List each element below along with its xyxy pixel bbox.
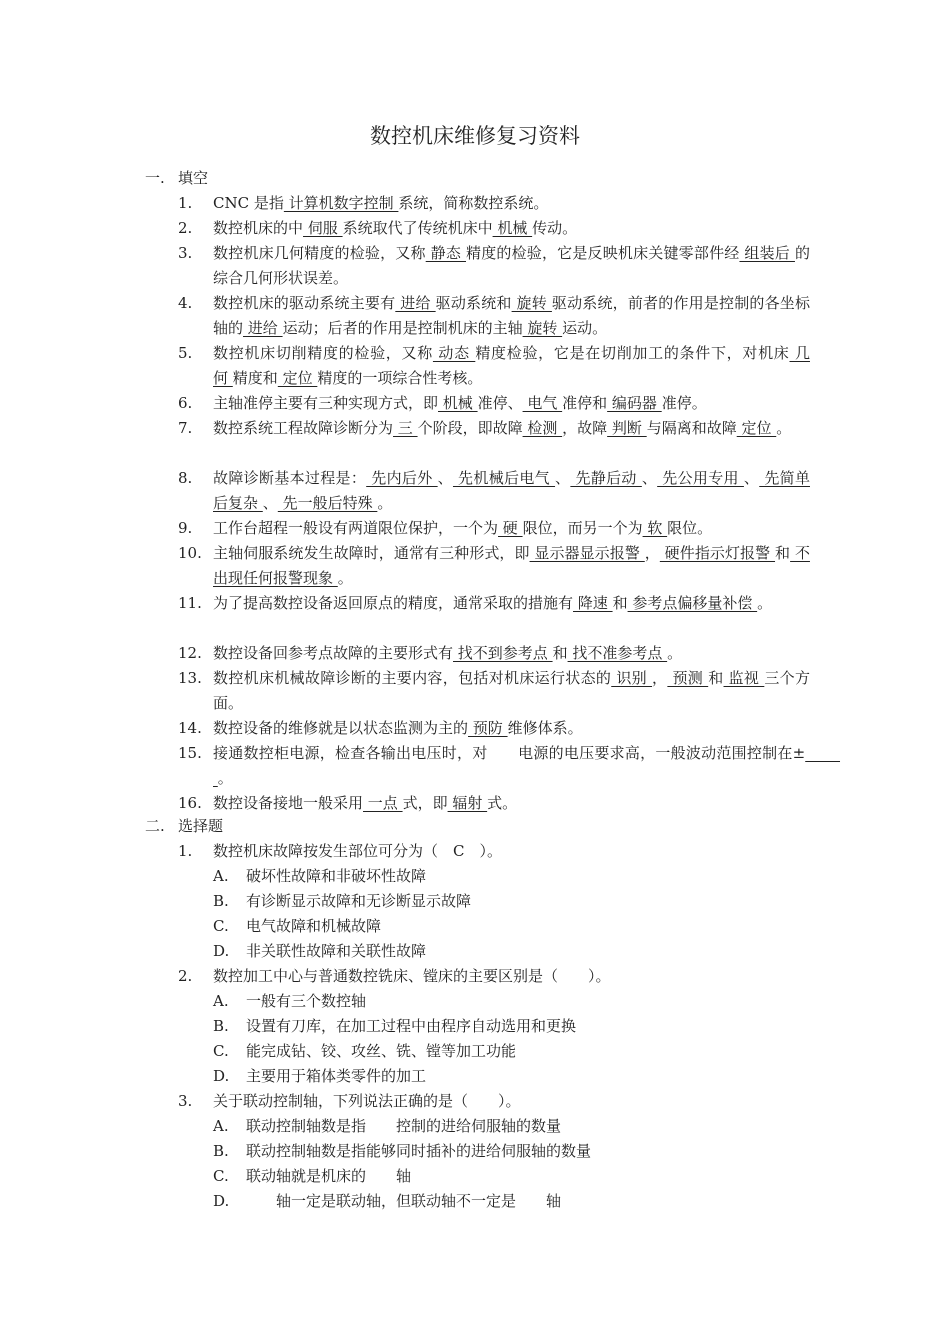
item-number: 6. <box>178 394 193 412</box>
option-text: 联动轴就是机床的 轴 <box>246 1167 412 1185</box>
item-text: 故障诊断基本过程是： 先内后外 、 先机械后电气 、 先静后动 、 先公用专用 、 先简单后复杂 、 先一般后特殊 。 <box>213 469 810 512</box>
choice-option <box>213 1064 426 1088</box>
option-letter: A. <box>213 1117 229 1135</box>
answer-blank: 软 <box>642 519 668 537</box>
question-number: 2. <box>178 967 193 985</box>
item-text: 工作台超程一般设有两道限位保护，一个为 硬 限位，而另一个为 软 限位。 <box>213 519 713 537</box>
section-label: 选择题 <box>178 817 224 835</box>
answer-blank: 电气 <box>522 394 563 412</box>
choice-option <box>213 864 426 888</box>
document-title: 数控机床维修复习资料 <box>370 124 580 148</box>
fill-item <box>178 791 810 816</box>
answer-blank: 动态 <box>432 344 476 362</box>
choice-option <box>213 914 381 938</box>
answer-blank: 预测 <box>667 669 709 687</box>
question-number: 1. <box>178 842 193 860</box>
answer-blank: 硬件指示灯报警 <box>659 544 776 562</box>
item-text: 数控设备的维修就是以状态监测为主的 预防 维修体系。 <box>213 719 583 737</box>
item-number: 11. <box>178 594 202 612</box>
answer-blank: 不出现任何报警现象 <box>213 544 810 587</box>
item-text: 主轴伺服系统发生故障时，通常有三种形式，即 显示器显示报警 ， 硬件指示灯报警 和 不出现任何报警现象 。 <box>213 544 810 587</box>
item-number: 3. <box>178 244 193 262</box>
answer-blank: 进给 <box>243 319 283 337</box>
answer-blank: 旋转 <box>522 319 563 337</box>
section-number: 一. <box>145 169 165 187</box>
item-number: 4. <box>178 294 193 312</box>
answer-blank: 识别 <box>611 669 653 687</box>
answer-blank: 硬 <box>498 519 523 537</box>
question-stem: 数控机床故障按发生部位可分为（ C ）。 <box>213 842 502 860</box>
fill-item <box>178 191 810 216</box>
item-number: 16. <box>178 794 202 812</box>
choice-question <box>178 839 810 864</box>
answer-blank: 预防 <box>468 719 508 737</box>
answer-blank: 定位 <box>736 419 777 437</box>
answer-blank: 判断 <box>607 419 647 437</box>
fill-item <box>178 466 810 516</box>
answer-blank: 降速 <box>573 594 613 612</box>
choice-option <box>213 1164 411 1188</box>
fill-item <box>178 516 810 541</box>
option-text: 设置有刀库，在加工过程中由程序自动选用和更换 <box>246 1017 577 1035</box>
fill-item <box>178 641 810 666</box>
item-number: 15. <box>178 744 202 762</box>
answer-blank: 静态 <box>425 244 466 262</box>
option-text: 联动控制轴数是指能够同时插补的进给伺服轴的数量 <box>246 1142 592 1160</box>
item-text: 数控机床的驱动系统主要有 进给 驱动系统和 旋转 驱动系统，前者的作用是控制的各坐标轴的 进给 运动；后者的作用是控制机床的主轴 旋转 运动。 <box>213 294 810 337</box>
fill-item <box>178 241 810 291</box>
choice-option <box>213 1114 561 1138</box>
item-text: CNC 是指 计算机数字控制 系统，简称数控系统。 <box>213 194 549 212</box>
item-number: 7. <box>178 419 193 437</box>
option-letter: B. <box>213 1142 229 1160</box>
fill-item <box>178 416 810 441</box>
fill-item <box>178 216 810 241</box>
option-letter: A. <box>213 867 229 885</box>
fill-item <box>178 341 810 391</box>
option-text: 破坏性故障和非破坏性故障 <box>246 867 427 885</box>
section-number: 二. <box>145 817 165 835</box>
section-heading-choice <box>145 814 223 838</box>
item-text: 为了提高数控设备返回原点的精度，通常采取的措施有 降速 和 参考点偏移量补偿 。 <box>213 594 773 612</box>
fill-item <box>178 716 810 741</box>
item-number: 14. <box>178 719 202 737</box>
section-label: 填空 <box>178 169 209 187</box>
answer-blank: 检测 <box>522 419 563 437</box>
choice-question <box>178 964 810 989</box>
fill-item <box>178 591 810 616</box>
item-number: 9. <box>178 519 193 537</box>
answer-blank: 机械 <box>438 394 478 412</box>
choice-option <box>213 1039 516 1063</box>
option-letter: B. <box>213 892 229 910</box>
answer-blank: 旋转 <box>511 294 552 312</box>
question-stem: 关于联动控制轴，下列说法正确的是（ ）。 <box>213 1092 521 1110</box>
answer-blank: 几何 <box>213 344 810 387</box>
option-text: 主要用于箱体类零件的加工 <box>246 1067 427 1085</box>
option-letter: C. <box>213 1042 229 1060</box>
option-letter: D. <box>213 1067 230 1085</box>
answer-blank: 定位 <box>277 369 318 387</box>
item-text: 数控系统工程故障诊断分为 三 个阶段，即故障 检测 ，故障 判断 与隔离和故障 定位 。 <box>213 419 792 437</box>
choice-option <box>213 1014 576 1038</box>
item-text: 主轴准停主要有三种实现方式，即 机械 准停、 电气 准停和 编码器 准停。 <box>213 394 707 412</box>
fill-item <box>178 666 810 716</box>
option-text: 轴一定是联动轴，但联动轴不一定是 轴 <box>246 1192 562 1210</box>
item-number: 2. <box>178 219 193 237</box>
option-text: 有诊断显示故障和无诊断显示故障 <box>246 892 472 910</box>
option-letter: C. <box>213 1167 229 1185</box>
answer-blank: 先公用专用 <box>657 469 744 487</box>
fill-item <box>178 391 810 416</box>
item-text: 数控机床的中 伺服 系统取代了传统机床中 机械 传动。 <box>213 219 578 237</box>
answer-blank: 三 <box>393 419 418 437</box>
answer-blank: 计算机数字控制 <box>283 194 399 212</box>
item-text: 数控机床机械故障诊断的主要内容，包括对机床运行状态的 识别 ， 预测 和 监视 三个方面。 <box>213 669 810 712</box>
option-letter: D. <box>213 1192 230 1210</box>
answer-blank: 辐射 <box>447 794 488 812</box>
option-letter: C. <box>213 917 229 935</box>
item-text: 数控机床几何精度的检验，又称 静态 精度的检验，它是反映机床关键零部件经 组装后 的综合几何形状误差。 <box>213 244 810 287</box>
option-letter: A. <box>213 992 229 1010</box>
option-letter: B. <box>213 1017 229 1035</box>
option-text: 能完成钻、铰、攻丝、铣、镗等加工功能 <box>246 1042 517 1060</box>
answer-blank: 监视 <box>723 669 765 687</box>
option-letter: D. <box>213 942 230 960</box>
answer-blank: 找不准参考点 <box>567 644 668 662</box>
item-text: 数控设备接地一般采用 一点 式，即 辐射 式。 <box>213 794 518 812</box>
answer-blank: 参考点偏移量补偿 <box>627 594 758 612</box>
item-number: 12. <box>178 644 202 662</box>
choice-option <box>213 1139 591 1163</box>
section-heading-fill-in <box>145 166 208 190</box>
choice-option <box>213 1189 561 1213</box>
answer-blank: 先简单后复杂 <box>213 469 810 512</box>
item-number: 13. <box>178 669 202 687</box>
answer-blank: 显示器显示报警 <box>529 544 645 562</box>
answer-blank: 先一般后特殊 <box>277 494 378 512</box>
choice-option <box>213 939 426 963</box>
question-stem: 数控加工中心与普通数控铣床、镗床的主要区别是（ ）。 <box>213 967 611 985</box>
answer-blank: 先机械后电气 <box>452 469 556 487</box>
answer-blank: 找不到参考点 <box>453 644 553 662</box>
item-number: 8. <box>178 469 193 487</box>
question-number: 3. <box>178 1092 193 1110</box>
fill-item <box>178 291 810 341</box>
choice-option <box>213 989 366 1013</box>
item-number: 5. <box>178 344 193 362</box>
answer-blank <box>213 744 840 787</box>
item-text: 接通数控柜电源，检查各输出电压时，对 电源的电压要求高，一般波动范围控制在± 。 <box>213 741 810 791</box>
answer-blank: 伺服 <box>303 219 343 237</box>
option-text: 一般有三个数控轴 <box>246 992 367 1010</box>
item-text: 数控机床切削精度的检验，又称 动态 精度检验，它是在切削加工的条件下，对机床 几何 精度和 定位 精度的一项综合性考核。 <box>213 344 810 387</box>
answer-blank: 组装后 <box>739 244 795 262</box>
item-number: 1. <box>178 194 193 212</box>
option-text: 非关联性故障和关联性故障 <box>246 942 427 960</box>
answer-blank: 进给 <box>395 294 436 312</box>
answer-blank: 先静后动 <box>570 469 642 487</box>
answer-blank: 先内后外 <box>366 469 438 487</box>
answer-blank: 机械 <box>492 219 533 237</box>
answer-blank: 一点 <box>363 794 403 812</box>
item-text: 数控设备回参考点故障的主要形式有 找不到参考点 和 找不准参考点 。 <box>213 644 683 662</box>
option-text: 电气故障和机械故障 <box>246 917 382 935</box>
option-text: 联动控制轴数是指 控制的进给伺服轴的数量 <box>246 1117 562 1135</box>
choice-option <box>213 889 471 913</box>
choice-question <box>178 1089 810 1114</box>
fill-item <box>178 741 810 791</box>
fill-item <box>178 541 810 591</box>
item-number: 10. <box>178 544 202 562</box>
answer-blank: 编码器 <box>607 394 662 412</box>
